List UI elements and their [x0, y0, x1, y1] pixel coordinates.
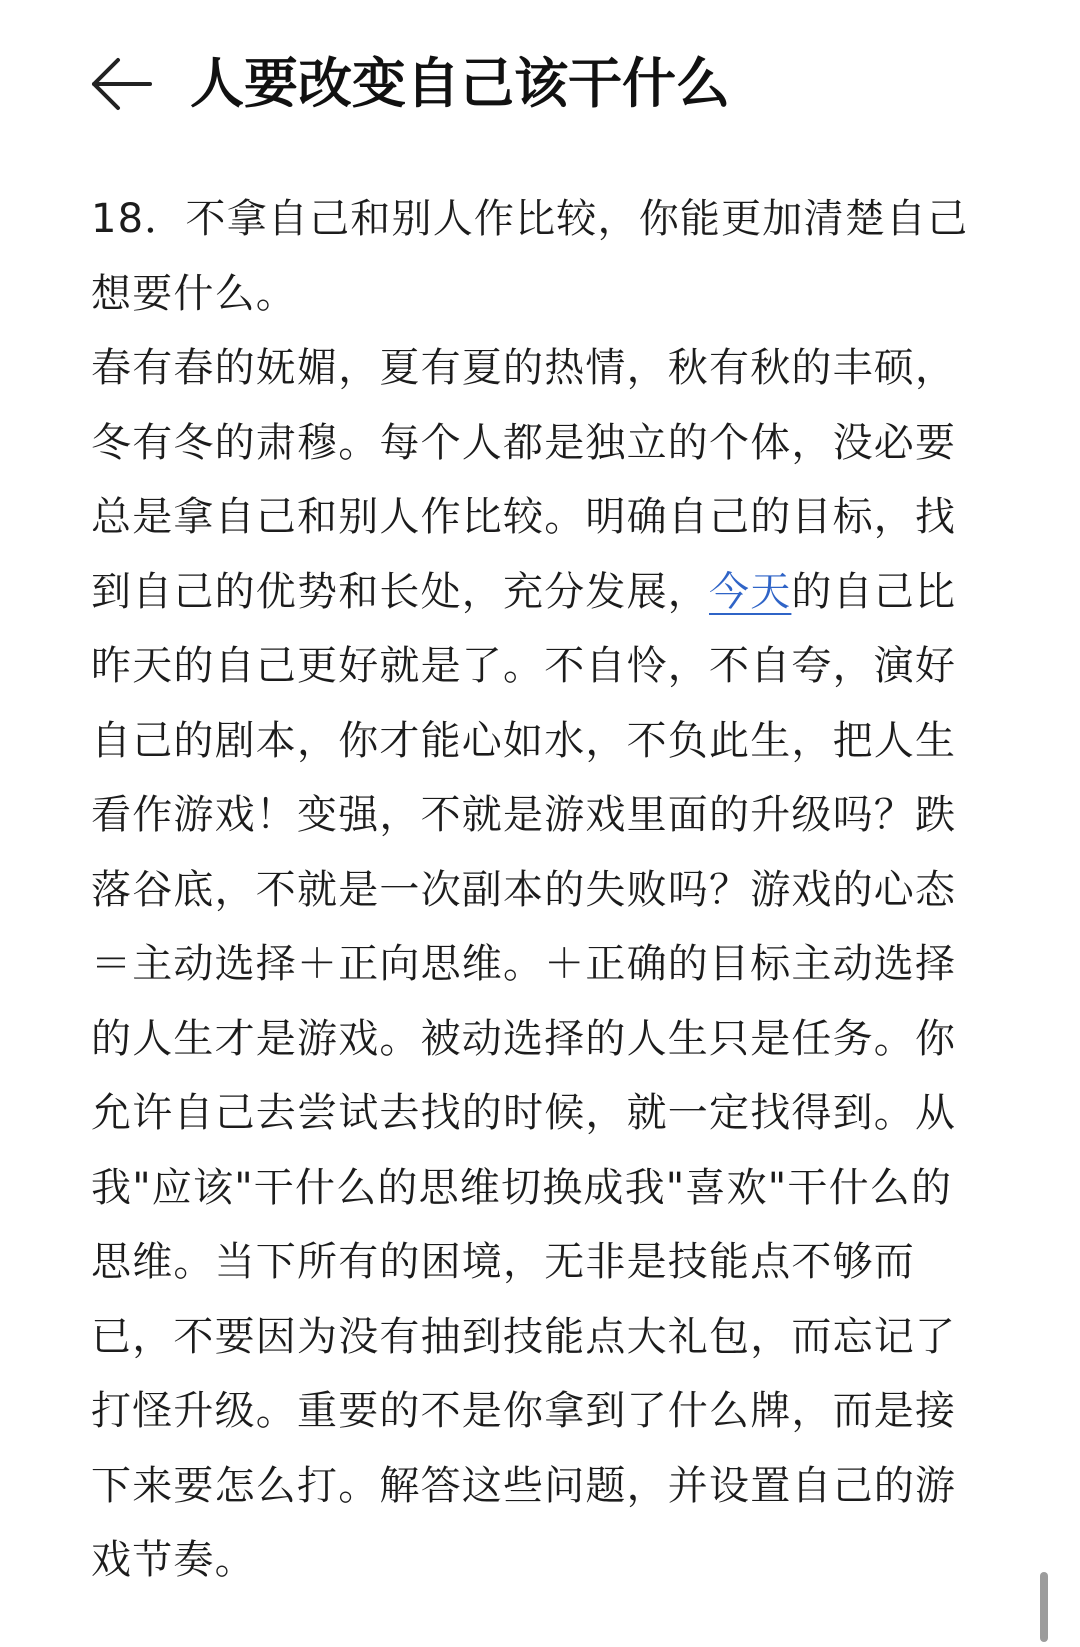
article-content — [91, 182, 991, 1598]
scrollbar-thumb[interactable] — [1040, 1572, 1048, 1642]
article-body-text: 春有春的妩媚，夏有夏的热情，秋有秋的丰硕，冬有冬的肃穆。每个人都是独立的个体，没必要总是拿自己和别人作比较。明确自己的目标，找到自己的优势和长处，充分发展， — [91, 345, 957, 615]
arrow-left-icon — [88, 52, 160, 116]
article-body-text-continued: 的自己比昨天的自己更好就是了。不自怜，不自夸，演好自己的剧本，你才能心如水，不负此生，把人生看作游戏！变强，不就是游戏里面的升级吗？跌落谷底，不就是一次副本的失败吗？游戏的心态＝主动选择＋正向思维。＋正确的目标主动选择的人生才是游戏。被动选择的人生只是任务。你允许自己去尝试去找的时候，就一定找得到。从我"应该"干什么的思维切换成我"喜欢"干什么的思维。当下所有的困境，无非是技能点不够而已，不要因为没有抽到技能点大礼包，而忘记了打怪升级。重要的不是你拿到了什么牌，而是接下来要怎么打。解答这些问题，并设置自己的游戏节奏。 — [91, 568, 957, 1583]
article-heading: 18．不拿自己和别人作比较，你能更加清楚自己想要什么。 — [91, 196, 969, 317]
article-body — [91, 331, 991, 1598]
top-bar — [0, 0, 1080, 170]
page-title: 人要改变自己该干什么 — [190, 52, 730, 115]
keyword-link[interactable]: 今天 — [709, 568, 792, 615]
back-button[interactable] — [88, 52, 160, 116]
